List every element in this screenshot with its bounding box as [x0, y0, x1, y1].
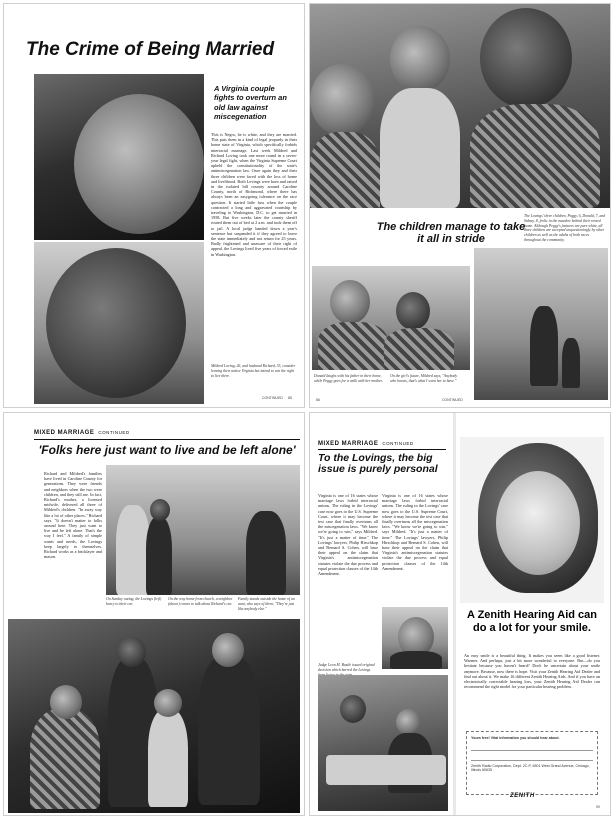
photo-sunday-outing [106, 465, 300, 595]
headline-lovings-issue: To the Lovings, the big issue is purely personal [318, 452, 438, 476]
kicker-mixed-marriage [318, 441, 414, 447]
zenith-logo: ZENITH [510, 793, 535, 799]
kicker-mixed-marriage [34, 430, 130, 436]
headline-folks-here: 'Folks here just want to live and be left alone' [38, 443, 296, 457]
deck-virginia-couple: A Virginia couple fights to overturn an old law against miscegenation [214, 84, 287, 122]
photo-family-porch [8, 619, 300, 813]
photo-lovings-lawyers [318, 675, 448, 811]
coupon-form-lines[interactable] [471, 754, 593, 761]
photo-mildred-face [34, 74, 204, 240]
kicker-label: MIXED MARRIAGE [318, 441, 379, 447]
photo-mother-daughter-walk [474, 248, 608, 400]
ad-headline: A Zenith Hearing Aid can do a lot for your smile. [467, 609, 597, 634]
page-top-right [310, 4, 610, 407]
page-bottom-left [4, 413, 304, 815]
caption-girl-future: On the girl's future, Mildred says, "Anybody who knows, that's what I want her to have." [390, 374, 458, 383]
photo-children-meadow [310, 4, 610, 208]
photo-richard-face [34, 242, 204, 404]
headline-children: The children manage to take it all in stride [376, 221, 526, 245]
photo-father-son [312, 266, 470, 370]
article-body: Richard and Mildred's families have lived in Caroline County for generations. They were friends and neighbors when the two were children, and they still are. In fact, Richard's mother, a licensed midwife, delivered all three of Mildred's children. "In away way like a lot of other places," Richard says. "It doesn't matter to folks around here. They just want to live and be left alone. That's the way I feel." A family of simple wants and needs, the Lovings keep largely to themselves. Richard works as a bricklayer and mason. [44, 471, 102, 560]
photo-smiling-woman [460, 437, 604, 603]
caption-mildred-richard: Mildred Loving, 26, and husband Richard, 33, consider leaving their native Virginia but intend to win the right to live there. [211, 364, 296, 378]
article-body-col2 [382, 493, 448, 603]
caption-donald-father: Donald laughs with his father in their home, while Peggy goes for a walk with her mother. [314, 374, 383, 383]
coupon-address: Zenith Radio Corporation, Dept. 2C-P, 6501 West Grand Avenue, Chicago, Illinois 60635 [471, 763, 590, 773]
folio-continued: CONTINUED [262, 396, 283, 400]
page-top-left [4, 4, 304, 407]
caption-neighbor: On the way home from church, a neighbor (above) comes to talk about Richard's car. [168, 597, 233, 606]
page-number: 86 [316, 398, 320, 402]
coupon-title: Yours free! Vital information you should hear about. [471, 736, 560, 740]
ad-body: An easy smile is a beautiful thing. It makes you seem like a good listener. Warmer. And perhaps, just a bit more wonderful to everyone. But—do you hesitate because you haven't heard? Don't be uncertain about your smile anymore. Because, now there is hope. Visit your Zenith Hearing Aid Dealer and find out about it. We make 16 different Zenith Hearing Aids. And if you have an electronically correctable hearing loss, your Zenith Hearing Aid Dealer can recommend the right model for your particular hearing problem. [464, 653, 600, 690]
caption-judge: Judge Leon M. Bazile issued original decision which barred the Lovings [318, 663, 375, 672]
caption-three-children: The Lovings' three children, Peggy, 6, Donald, 7, and Sidney, 8, frolic in the meadow behind their rented home. Although Peggy's features are pure white, all three children are accepted unquestioningly by other children as well as the adults of both races throughout the community. [524, 214, 606, 242]
caption-aunt: Family stands outside the home of an aunt, who says of them: "They're just like anybody else." [238, 597, 295, 611]
ad-divider [453, 413, 456, 815]
kicker-continued: CONTINUED [382, 441, 414, 446]
photo-judge-bazile [382, 607, 448, 669]
kicker-continued: CONTINUED [98, 430, 130, 435]
page-bottom-right [310, 413, 610, 815]
kicker-label: MIXED MARRIAGE [34, 430, 95, 436]
caption-sunday-outing: On Sunday outing, the Lovings (left) hurry to their car. [106, 597, 162, 606]
ad-coupon[interactable] [466, 731, 598, 795]
article-body-col1: Virginia is one of 16 states whose marriage laws forbid interracial unions. The ruling in the Lovings' case now goes to the U.S. Supreme Court, where it may become the test case that finally overturns all the miscegenation laws. "We know we're going to win," says Mildred. "It's just a matter of time." The Lovings' lawyers, Philip Hirschkop and Bernard S. Cohen, will base their appeal on the claim that Virginia's antimiscegenation statutes violate the due process and equal protection clauses of the 14th Amendment. [318, 493, 378, 577]
coupon-form-lines[interactable] [471, 744, 593, 751]
article-body-continued: Virginia is one of 16 states whose marriage laws forbid interracial unions. The ruling in the Lovings' case now goes to the U.S. Supreme Court, where it may become the test case that finally overturns all the miscegenation laws. "We know we're going to win," says Mildred. "It's just a matter of time." The Lovings' lawyers, Philip Hirschkop and Bernard S. Cohen, will base their appeal on the claim that Virginia's antimiscegenation statutes violate the due process and equal protection clauses of the 14th Amendment. [382, 493, 448, 571]
folio-continued: CONTINUED [442, 398, 463, 402]
page-number: 85 [288, 396, 292, 400]
headline-crime: The Crime of Being Married [26, 39, 275, 60]
page-number: 90 [596, 805, 600, 809]
article-body: This is Negro, he is white, and they are married. This puts them in a kind of legal jeopardy in their home state of Virginia, which specifically forbids interracial marriage. Last week Mildred and Richard Loving took one more round in a seven-year legal fight, when the Virginia Supreme Court upheld the constitutionality of the state's antimiscegenation law. Once again they and their three children were faced with the loss of home and livelihood. Both Lovings were born and raised in the isolated hill country around Caroline County, north of Richmond, where there has always been an easygoing tolerance on the race question. It started little fuss when the couple contracted a long and aggravated courtship by traveling to Washington, D.C. to get married in 1958. But five weeks later the county sheriff routed them out of bed at 2 a.m. and took them off to jail. A local judge handed down a year's sentence but suspended it if they agreed to leave the state immediately and not return for 25 years. Badly frightened and unaware of their right of appeal, the Lovings lived five years of forced exile in Washington. [211, 132, 297, 257]
